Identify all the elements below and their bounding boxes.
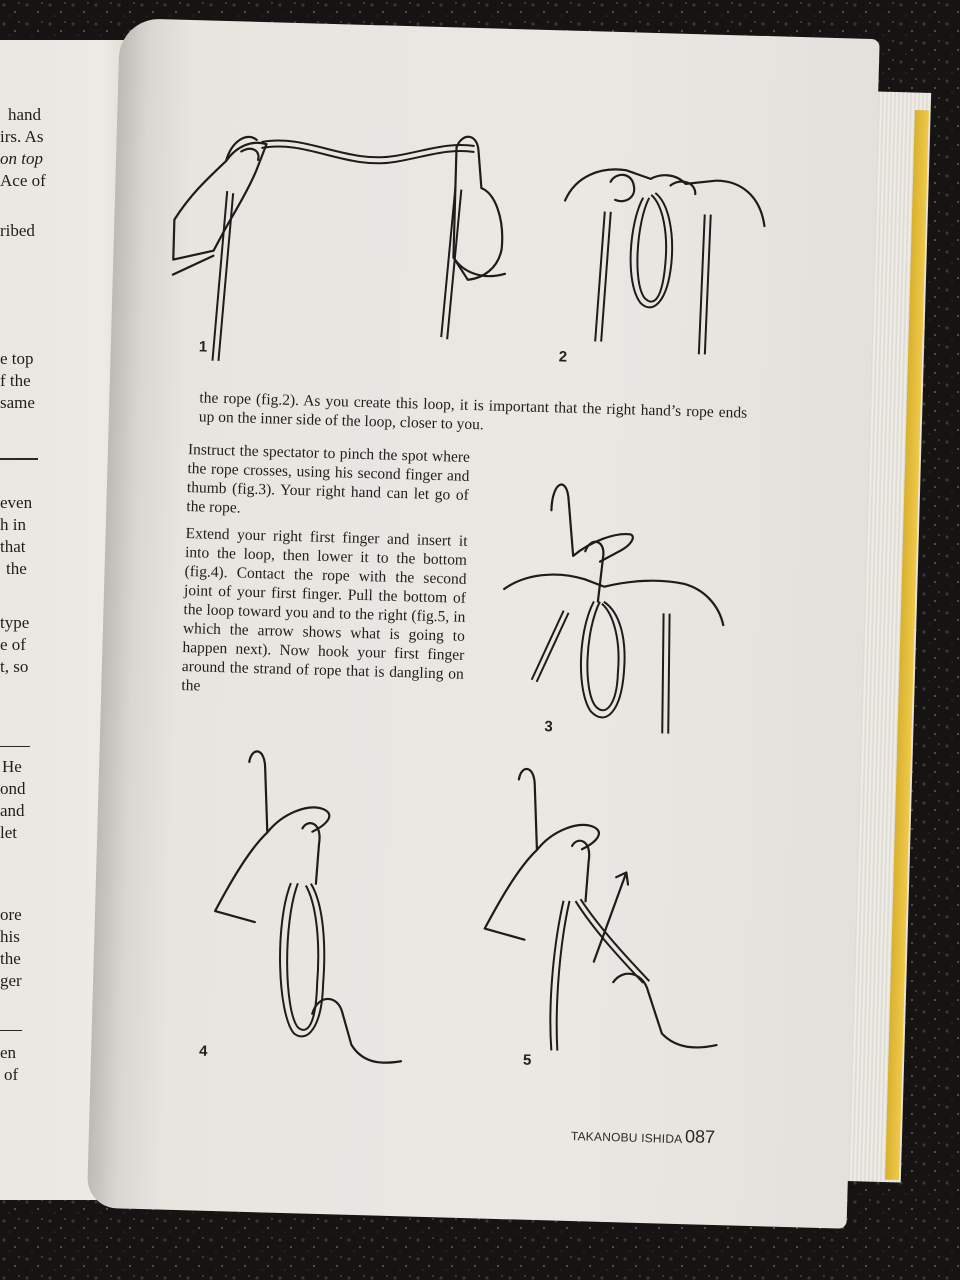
left-text-line: on top [0,149,43,168]
figure-2-number: 2 [558,348,568,366]
figure-5-number: 5 [522,1051,532,1069]
left-text-line: and [0,801,25,820]
left-text-line: e top [0,349,34,368]
left-text-line: same [0,393,35,412]
figure-3-illustration [490,459,748,746]
left-text-line: ribed [0,221,35,240]
section-rule [0,1030,22,1031]
left-text-line: en [0,1043,17,1062]
figure-5-illustration [471,758,740,1085]
left-text-line: f the [0,371,31,390]
figure-4-illustration [198,741,440,1077]
left-text-line: the [0,949,21,968]
left-text-line: He [2,757,22,776]
figure-1-number: 1 [198,338,208,356]
figure-1-illustration [150,99,537,380]
paragraph-1: Instruct the spectator to pinch the spot where the rope crosses, using his second finger and thumb (fig.3). Your right hand can let go of the rope. [186,441,471,517]
footer-page-number: 087 [684,1126,716,1148]
left-text-line: that [0,537,26,556]
section-rule [0,458,38,460]
left-text-line: let [0,823,17,842]
left-text-line: type [0,613,30,632]
figure-3-number: 3 [544,718,553,736]
left-text-line: hand [8,105,42,124]
left-text-line: even [0,493,33,512]
left-text-line: irs. As [0,127,44,146]
figure-4-number: 4 [198,1042,208,1060]
left-text-line: his [0,927,20,946]
left-text-line: h in [0,515,26,534]
instruction-paragraphs [181,440,470,711]
footer-author: TAKANOBU ISHIDA [570,1129,683,1147]
paragraph-2: Extend your right first finger and insert it into the loop, then lower it to the bottom (fig.4). Contact the rope with the second joint of your first finger. Pull the bottom of the loop toward you and to the right (fig.5, in which the arrow shows what is going to happen next). Now hook your first finger around the strand of rope that is dangling on the [181,525,468,695]
left-text-line: ore [0,905,22,924]
right-page [87,18,880,1229]
intro-text: the rope (fig.2). As you create this loop, it is important that the right hand’s rope ends up on the inner side of the loop, closer to you. [198,389,748,434]
left-text-line: ond [0,779,26,798]
section-rule [0,746,30,747]
left-text-line: Ace of [0,171,46,190]
left-text-line: ger [0,971,22,990]
left-text-line: t, so [0,657,29,676]
left-text-line: of [4,1065,19,1084]
left-text-line: the [6,559,27,578]
figure-2-illustration [550,140,776,376]
left-text-line: e of [0,635,26,654]
